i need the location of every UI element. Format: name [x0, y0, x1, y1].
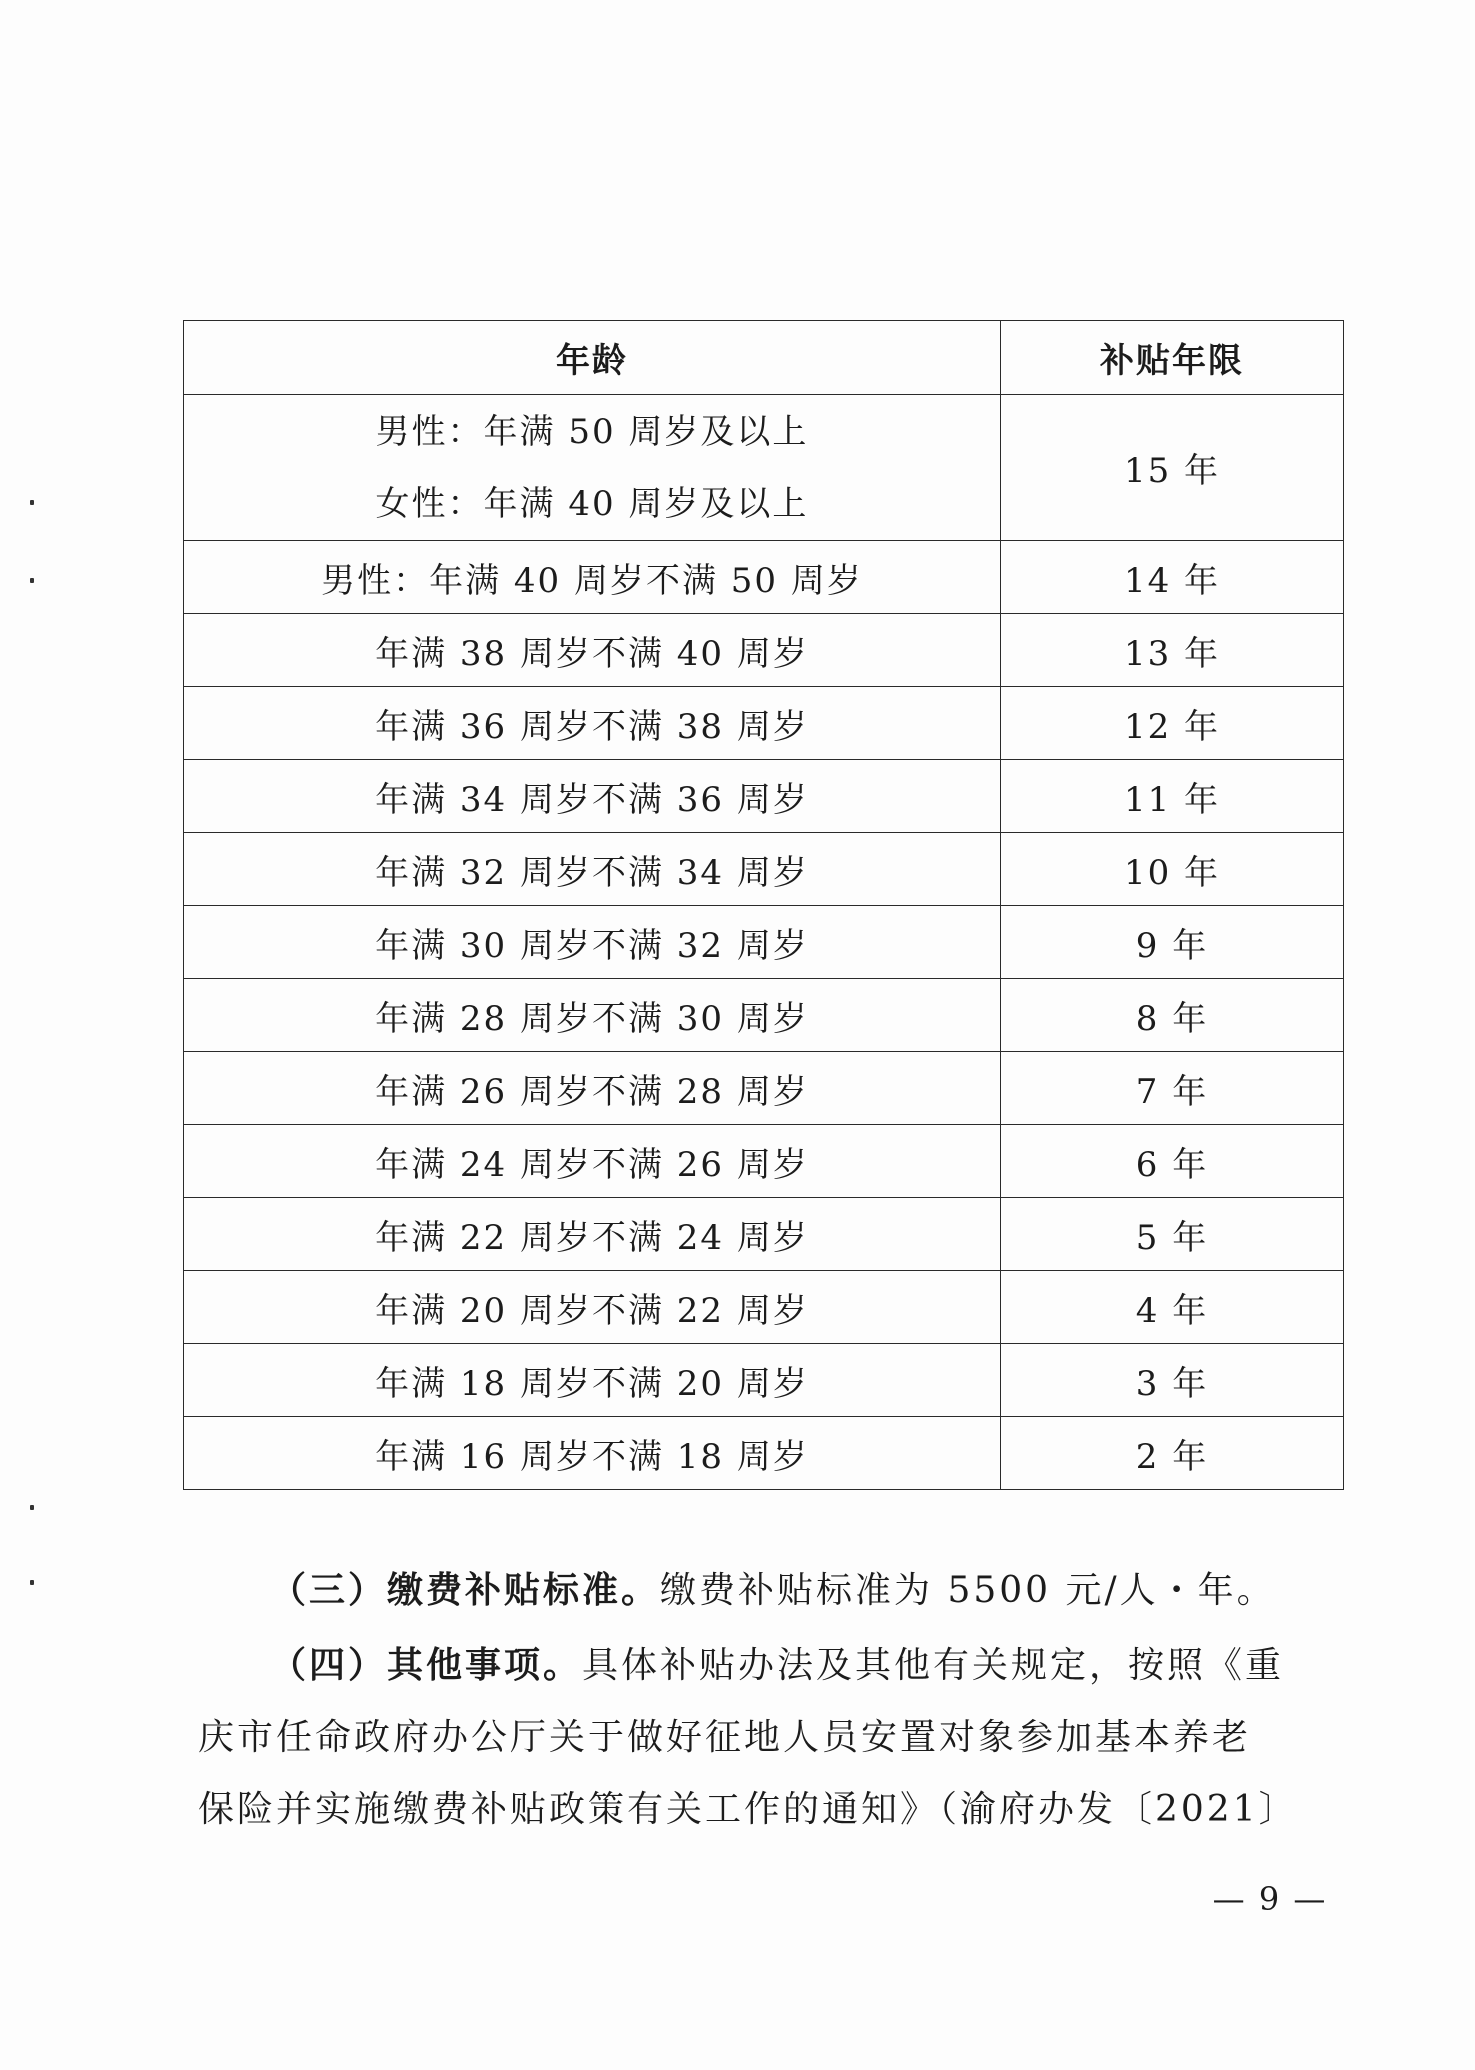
- paragraph-other-matters: [198, 1630, 1318, 1702]
- table-row: [184, 541, 1344, 614]
- table-row: [184, 760, 1344, 833]
- table-header-row: [184, 321, 1344, 395]
- years-cell: 10 年: [1001, 833, 1344, 906]
- age-cell: 年满 26 周岁不满 28 周岁: [184, 1052, 1001, 1125]
- years-cell: 3 年: [1001, 1344, 1344, 1417]
- header-years: 补贴年限: [1001, 321, 1344, 395]
- scan-speck: [30, 578, 34, 583]
- scan-speck: [30, 1580, 34, 1585]
- years-cell: 7 年: [1001, 1052, 1344, 1125]
- paragraph-continuation: 保险并实施缴费补贴政策有关工作的通知》（渝府办发〔2021〕: [198, 1789, 1298, 1830]
- subsidy-years-table: [183, 320, 1344, 1490]
- paragraph-continuation: 庆市任命政府办公厅关于做好征地人员安置对象参加基本养老: [198, 1717, 1252, 1758]
- age-cell: 年满 18 周岁不满 20 周岁: [184, 1344, 1001, 1417]
- age-cell: 男性：年满 40 周岁不满 50 周岁: [184, 541, 1001, 614]
- paragraph-lead: （四）其他事项。: [270, 1645, 583, 1686]
- age-cell: 年满 22 周岁不满 24 周岁: [184, 1198, 1001, 1271]
- paragraph-body: 具体补贴办法及其他有关规定，按照《重: [582, 1645, 1285, 1686]
- age-line: 女性：年满 40 周岁及以上: [375, 483, 809, 524]
- table-row: [184, 1271, 1344, 1344]
- table-row: [184, 906, 1344, 979]
- scan-speck: [30, 1505, 34, 1510]
- table-row: [184, 1198, 1344, 1271]
- table-row: [184, 395, 1344, 541]
- age-cell: 年满 28 周岁不满 30 周岁: [184, 979, 1001, 1052]
- table-row: [184, 1052, 1344, 1125]
- age-cell: 年满 20 周岁不满 22 周岁: [184, 1271, 1001, 1344]
- paragraph-body: 缴费补贴标准为 5500 元/人・年。: [660, 1570, 1276, 1611]
- age-cell: 年满 16 周岁不满 18 周岁: [184, 1417, 1001, 1490]
- years-cell: 6 年: [1001, 1125, 1344, 1198]
- table-row: [184, 614, 1344, 687]
- years-cell: 9 年: [1001, 906, 1344, 979]
- scan-speck: [30, 500, 34, 505]
- header-age: 年龄: [184, 321, 1001, 395]
- years-cell: 12 年: [1001, 687, 1344, 760]
- age-cell: [184, 395, 1001, 541]
- page-number: — 9 —: [1212, 1880, 1328, 1918]
- age-cell: 年满 30 周岁不满 32 周岁: [184, 906, 1001, 979]
- years-cell: 14 年: [1001, 541, 1344, 614]
- years-cell: 15 年: [1001, 395, 1344, 541]
- years-cell: 2 年: [1001, 1417, 1344, 1490]
- table-row: [184, 1417, 1344, 1490]
- paragraph-subsidy-standard: [198, 1555, 1318, 1627]
- years-cell: 8 年: [1001, 979, 1344, 1052]
- age-cell: 年满 32 周岁不满 34 周岁: [184, 833, 1001, 906]
- years-cell: 5 年: [1001, 1198, 1344, 1271]
- table-row: [184, 1344, 1344, 1417]
- age-cell: 年满 24 周岁不满 26 周岁: [184, 1125, 1001, 1198]
- age-cell: 年满 36 周岁不满 38 周岁: [184, 687, 1001, 760]
- years-cell: 4 年: [1001, 1271, 1344, 1344]
- paragraph-lead: （三）缴费补贴标准。: [270, 1570, 661, 1611]
- table-row: [184, 979, 1344, 1052]
- age-cell: 年满 34 周岁不满 36 周岁: [184, 760, 1001, 833]
- table-row: [184, 833, 1344, 906]
- table-row: [184, 687, 1344, 760]
- years-cell: 11 年: [1001, 760, 1344, 833]
- years-cell: 13 年: [1001, 614, 1344, 687]
- table-body: [184, 395, 1344, 1490]
- age-line: 男性：年满 50 周岁及以上: [375, 411, 809, 452]
- table-row: [184, 1125, 1344, 1198]
- age-cell: 年满 38 周岁不满 40 周岁: [184, 614, 1001, 687]
